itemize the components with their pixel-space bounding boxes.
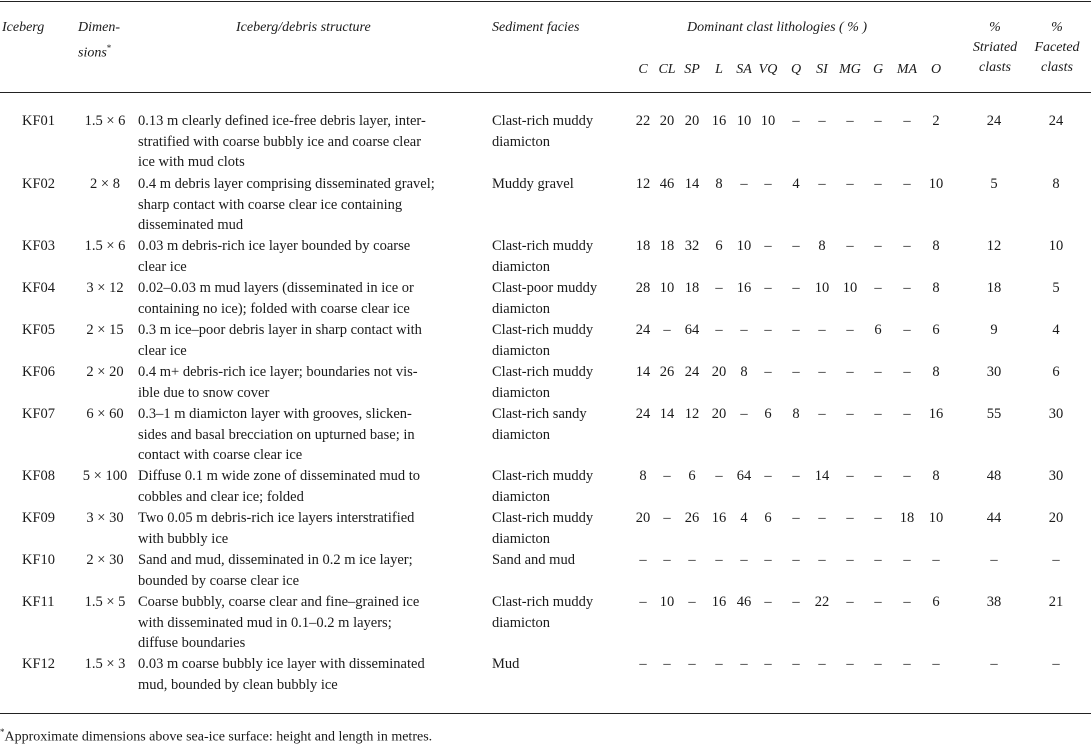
lith-value: – (903, 656, 911, 672)
faceted-value: 24 (1048, 113, 1064, 129)
striated-value: 12 (986, 238, 1002, 254)
structure-text: bounded by coarse clear ice (138, 572, 300, 589)
faceted-value: 4 (1052, 322, 1060, 338)
iceberg-id: KF05 (22, 322, 56, 338)
lith-value: 16 (711, 113, 727, 129)
lith-value: – (792, 322, 800, 338)
lith-value: 20 (711, 364, 727, 380)
lith-value: 6 (932, 322, 940, 338)
striated-value: 5 (990, 176, 998, 192)
lith-value: 12 (684, 406, 700, 422)
dimensions: 6 × 60 (86, 406, 124, 422)
lith-value: – (740, 552, 748, 568)
header-structure: Iceberg/debris structure (236, 20, 371, 35)
striated-value: – (990, 552, 998, 568)
lith-value: 12 (635, 176, 651, 192)
lith-value: – (874, 176, 882, 192)
lith-value: – (846, 176, 854, 192)
lith-value: – (874, 364, 882, 380)
striated-value: 44 (986, 510, 1002, 526)
lith-value: – (903, 322, 911, 338)
facies-text: diamicton (492, 488, 550, 505)
lith-value: 8 (792, 406, 800, 422)
lith-value: 10 (736, 238, 752, 254)
lith-value: – (932, 656, 940, 672)
structure-text: ice with mud clots (138, 154, 245, 170)
lith-value: 26 (659, 364, 675, 380)
iceberg-id: KF11 (22, 594, 55, 610)
lith-code-sa: SA (736, 62, 752, 77)
lith-value: 18 (684, 280, 700, 296)
top-rule (0, 1, 1091, 2)
lith-value: – (792, 113, 800, 129)
lith-value: 18 (635, 238, 651, 254)
facies-text: diamicton (492, 426, 550, 443)
lith-value: 14 (659, 406, 675, 422)
lith-value: – (639, 656, 647, 672)
faceted-value: 30 (1048, 406, 1064, 422)
iceberg-id: KF06 (22, 364, 56, 380)
lith-value: 10 (760, 113, 776, 129)
facies-text: Clast-rich muddy (492, 113, 594, 129)
header-rule (0, 92, 1091, 93)
lith-value: 4 (740, 510, 748, 526)
bottom-rule (0, 713, 1091, 714)
striated-value: 55 (986, 406, 1002, 422)
lith-value: – (903, 113, 911, 129)
striated-value: 24 (986, 113, 1002, 129)
lith-value: – (932, 552, 940, 568)
iceberg-id: KF09 (22, 510, 56, 526)
lith-code-ma: MA (896, 62, 918, 77)
structure-text: Two 0.05 m debris-rich ice layers interstratified (138, 510, 415, 526)
structure-text: sides and basal brecciation on upturned base; in (138, 426, 415, 443)
structure-text: Diffuse 0.1 m wide zone of disseminated mud to (138, 468, 421, 484)
lith-value: 10 (659, 594, 675, 610)
structure-text: clear ice (138, 258, 187, 275)
structure-text: mud, bounded by clean bubbly ice (138, 676, 338, 693)
facies-text: diamicton (492, 258, 550, 275)
structure-text: 0.03 m coarse bubbly ice layer with disseminated (138, 656, 425, 672)
lith-value: – (874, 656, 882, 672)
lith-value: – (715, 468, 723, 484)
structure-text: 0.13 m clearly defined ice-free debris layer, inter- (138, 113, 426, 129)
lith-value: – (764, 176, 772, 192)
lith-value: – (903, 406, 911, 422)
lith-value: 24 (684, 364, 700, 380)
striated-value: – (990, 656, 998, 672)
lith-value: – (818, 552, 826, 568)
facies-text: Clast-rich sandy (492, 406, 587, 422)
lith-value: 14 (635, 364, 651, 380)
facies-text: Clast-rich muddy (492, 594, 594, 610)
faceted-value: 8 (1052, 176, 1060, 192)
lith-value: – (764, 280, 772, 296)
dimensions: 3 × 12 (86, 280, 124, 296)
lith-value: – (792, 656, 800, 672)
iceberg-id: KF04 (22, 280, 56, 296)
header-dimensions-line1: Dimen- (78, 20, 120, 35)
lith-value: – (715, 280, 723, 296)
lith-value: – (740, 406, 748, 422)
facies-text: diamicton (492, 342, 550, 359)
iceberg-id: KF03 (22, 238, 56, 254)
lith-value: – (818, 510, 826, 526)
lith-value: 20 (659, 113, 675, 129)
lith-value: 10 (736, 113, 752, 129)
facies-text: Sand and mud (492, 552, 575, 568)
lith-value: 16 (736, 280, 752, 296)
header-striated (968, 18, 1022, 78)
lith-value: 18 (899, 510, 915, 526)
structure-text: 0.4 m debris layer comprising disseminated gravel; (138, 176, 435, 192)
lith-value: – (639, 552, 647, 568)
facies-text: diamicton (492, 614, 550, 631)
lith-value: 8 (932, 364, 940, 380)
lith-value: – (740, 176, 748, 192)
lith-value: – (874, 238, 882, 254)
lith-value: 8 (639, 468, 647, 484)
lith-value: – (903, 176, 911, 192)
lith-value: – (874, 594, 882, 610)
structure-text: sharp contact with coarse clear ice containing (138, 196, 403, 213)
lith-value: – (715, 322, 723, 338)
lith-value: 22 (814, 594, 830, 610)
dimensions: 5 × 100 (82, 468, 128, 484)
iceberg-id: KF10 (22, 552, 56, 568)
faceted-value: – (1052, 552, 1060, 568)
lith-value: – (764, 656, 772, 672)
striated-value: 30 (986, 364, 1002, 380)
lith-value: 6 (764, 406, 772, 422)
footnote-mark: * (0, 727, 5, 737)
structure-text: with bubbly ice (138, 530, 229, 547)
lith-value: – (639, 594, 647, 610)
faceted-value: 6 (1052, 364, 1060, 380)
structure-text: disseminated mud (138, 217, 244, 233)
lith-value: – (764, 322, 772, 338)
lith-value: 16 (711, 510, 727, 526)
structure-text: ible due to snow cover (138, 384, 270, 401)
lith-value: – (903, 280, 911, 296)
lith-value: 6 (874, 322, 882, 338)
dimensions: 2 × 15 (86, 322, 124, 338)
faceted-value: 5 (1052, 280, 1060, 296)
lith-value: 2 (932, 113, 940, 129)
lith-value: 24 (635, 406, 651, 422)
lith-value: – (874, 552, 882, 568)
lith-code-cl: CL (658, 62, 676, 77)
lith-value: 10 (928, 510, 944, 526)
header-striated-line1: % (989, 20, 1001, 35)
header-facies: Sediment facies (492, 20, 580, 35)
lith-value: – (818, 176, 826, 192)
lith-value: 8 (740, 364, 748, 380)
lith-value: – (874, 468, 882, 484)
lith-value: – (688, 594, 696, 610)
structure-text: 0.4 m+ debris-rich ice layer; boundaries not vis- (138, 364, 418, 380)
lith-value: – (846, 322, 854, 338)
lith-value: 14 (684, 176, 700, 192)
dimensions: 2 × 8 (90, 176, 120, 192)
structure-text: contact with coarse clear ice (138, 447, 303, 463)
facies-text: Muddy gravel (492, 176, 574, 192)
iceberg-id: KF07 (22, 406, 56, 422)
lith-value: 6 (764, 510, 772, 526)
header-faceted-line3: clasts (1041, 60, 1073, 75)
dimensions: 1.5 × 6 (84, 238, 126, 254)
lith-value: 32 (684, 238, 700, 254)
lith-code-si: SI (816, 62, 828, 77)
faceted-value: 30 (1048, 468, 1064, 484)
lith-value: – (663, 468, 671, 484)
faceted-value: 20 (1048, 510, 1064, 526)
lith-value: – (663, 552, 671, 568)
lith-value: 18 (659, 238, 675, 254)
lith-value: 8 (715, 176, 723, 192)
lith-value: – (903, 552, 911, 568)
facies-text: Clast-rich muddy (492, 468, 594, 484)
structure-text: stratified with coarse bubbly ice and coarse clear (138, 133, 422, 150)
lith-code-l: L (715, 62, 723, 77)
lith-value: 64 (684, 322, 700, 338)
structure-text: diffuse boundaries (138, 635, 246, 651)
lith-value: 16 (711, 594, 727, 610)
lith-value: – (764, 238, 772, 254)
lith-value: 10 (842, 280, 858, 296)
lith-value: – (846, 364, 854, 380)
lith-value: – (818, 322, 826, 338)
facies-text: diamicton (492, 384, 550, 401)
lith-value: – (846, 656, 854, 672)
lith-value: – (663, 322, 671, 338)
lith-value: – (874, 406, 882, 422)
lith-value: 4 (792, 176, 800, 192)
lith-value: – (846, 552, 854, 568)
lith-value: 8 (818, 238, 826, 254)
striated-value: 18 (986, 280, 1002, 296)
lith-value: 10 (659, 280, 675, 296)
lith-value: 20 (711, 406, 727, 422)
header-dimensions-line2: sions (78, 45, 107, 61)
lith-value: 6 (932, 594, 940, 610)
lith-value: – (818, 113, 826, 129)
lith-value: – (792, 238, 800, 254)
footnote-text: Approximate dimensions above sea-ice surface: height and length in metres. (4, 729, 433, 745)
lith-value: 8 (932, 238, 940, 254)
facies-text: Clast-poor muddy (492, 280, 598, 296)
iceberg-id: KF12 (22, 656, 56, 672)
header-striated-line3: clasts (979, 60, 1011, 75)
iceberg-id: KF02 (22, 176, 56, 192)
lith-value: 46 (736, 594, 752, 610)
lith-code-q: Q (790, 62, 802, 77)
lith-code-vq: VQ (758, 62, 778, 77)
dimensions: 1.5 × 6 (84, 113, 126, 129)
lith-value: – (818, 406, 826, 422)
lith-code-g: G (872, 62, 884, 77)
lith-value: – (792, 280, 800, 296)
lith-value: – (846, 406, 854, 422)
lith-value: – (792, 468, 800, 484)
header-dimensions (78, 18, 120, 64)
lith-value: – (740, 656, 748, 672)
lith-value: – (903, 364, 911, 380)
lith-value: – (663, 510, 671, 526)
structure-text: with disseminated mud in 0.1–0.2 m layers; (138, 614, 392, 631)
lith-value: – (846, 113, 854, 129)
header-lithologies: Dominant clast lithologies ( % ) (687, 20, 868, 35)
lith-value: – (846, 238, 854, 254)
striated-value: 9 (990, 322, 998, 338)
lith-code-c: C (638, 62, 648, 77)
lith-value: – (715, 656, 723, 672)
lith-value: – (846, 594, 854, 610)
structure-text: 0.02–0.03 m mud layers (disseminated in ice or (138, 280, 414, 296)
lith-value: – (688, 656, 696, 672)
faceted-value: 10 (1048, 238, 1064, 254)
iceberg-id: KF01 (22, 113, 56, 129)
lith-value: – (764, 594, 772, 610)
lith-value: – (764, 468, 772, 484)
dimensions: 1.5 × 3 (84, 656, 126, 672)
lith-value: – (846, 468, 854, 484)
structure-text: 0.3 m ice–poor debris layer in sharp contact with (138, 322, 422, 338)
lith-value: 20 (635, 510, 651, 526)
lith-code-sp: SP (684, 62, 700, 77)
lith-value: 22 (635, 113, 651, 129)
lith-value: 10 (814, 280, 830, 296)
lith-value: – (740, 322, 748, 338)
lith-value: – (764, 364, 772, 380)
lith-value: 64 (736, 468, 752, 484)
facies-text: Mud (492, 656, 520, 672)
header-faceted (1031, 18, 1083, 78)
lith-value: – (792, 552, 800, 568)
lith-value: – (874, 510, 882, 526)
lith-value: – (764, 552, 772, 568)
lith-value: – (846, 510, 854, 526)
lith-value: 28 (635, 280, 651, 296)
lith-value: – (818, 364, 826, 380)
lith-value: – (792, 594, 800, 610)
facies-text: diamicton (492, 133, 550, 150)
lith-code-o: O (930, 62, 942, 77)
lith-value: – (792, 364, 800, 380)
lith-value: 16 (928, 406, 944, 422)
structure-text: clear ice (138, 342, 187, 359)
lith-code-mg: MG (839, 62, 861, 77)
lith-value: – (903, 238, 911, 254)
structure-text: Sand and mud, disseminated in 0.2 m ice layer; (138, 552, 413, 568)
iceberg-id: KF08 (22, 468, 56, 484)
structure-text: containing no ice); folded with coarse clear ice (138, 300, 410, 317)
lith-value: – (715, 552, 723, 568)
dimensions: 2 × 30 (86, 552, 124, 568)
structure-text: Coarse bubbly, coarse clear and fine–grained ice (138, 594, 420, 610)
lith-value: 20 (684, 113, 700, 129)
lith-value: 10 (928, 176, 944, 192)
dimensions: 2 × 20 (86, 364, 124, 380)
lith-value: 8 (932, 468, 940, 484)
lith-value: – (688, 552, 696, 568)
lith-value: 46 (659, 176, 675, 192)
header-iceberg: Iceberg (2, 20, 45, 35)
lith-value: 6 (715, 238, 723, 254)
structure-text: 0.3–1 m diamicton layer with grooves, slicken- (138, 406, 412, 422)
facies-text: Clast-rich muddy (492, 238, 594, 254)
dimensions: 1.5 × 5 (84, 594, 126, 610)
facies-text: Clast-rich muddy (492, 364, 594, 380)
lith-value: 24 (635, 322, 651, 338)
faceted-value: – (1052, 656, 1060, 672)
lith-value: – (818, 656, 826, 672)
lith-value: – (903, 468, 911, 484)
facies-text: Clast-rich muddy (492, 510, 594, 526)
header-faceted-line2: Faceted (1034, 40, 1080, 55)
lith-value: 6 (688, 468, 696, 484)
lith-value: 8 (932, 280, 940, 296)
faceted-value: 21 (1048, 594, 1064, 610)
facies-text: diamicton (492, 300, 550, 317)
lith-value: – (903, 594, 911, 610)
header-striated-line2: Striated (972, 40, 1018, 55)
facies-text: diamicton (492, 530, 550, 547)
lith-value: – (874, 113, 882, 129)
facies-text: Clast-rich muddy (492, 322, 594, 338)
structure-text: 0.03 m debris-rich ice layer bounded by coarse (138, 238, 411, 254)
lith-value: 14 (814, 468, 830, 484)
lith-value: – (874, 280, 882, 296)
structure-text: cobbles and clear ice; folded (138, 488, 304, 505)
striated-value: 48 (986, 468, 1002, 484)
lith-value: – (792, 510, 800, 526)
header-faceted-line1: % (1051, 20, 1063, 35)
dimensions: 3 × 30 (86, 510, 124, 526)
header-dimensions-mark: * (106, 43, 112, 53)
lith-value: – (663, 656, 671, 672)
lith-value: 26 (684, 510, 700, 526)
striated-value: 38 (986, 594, 1002, 610)
